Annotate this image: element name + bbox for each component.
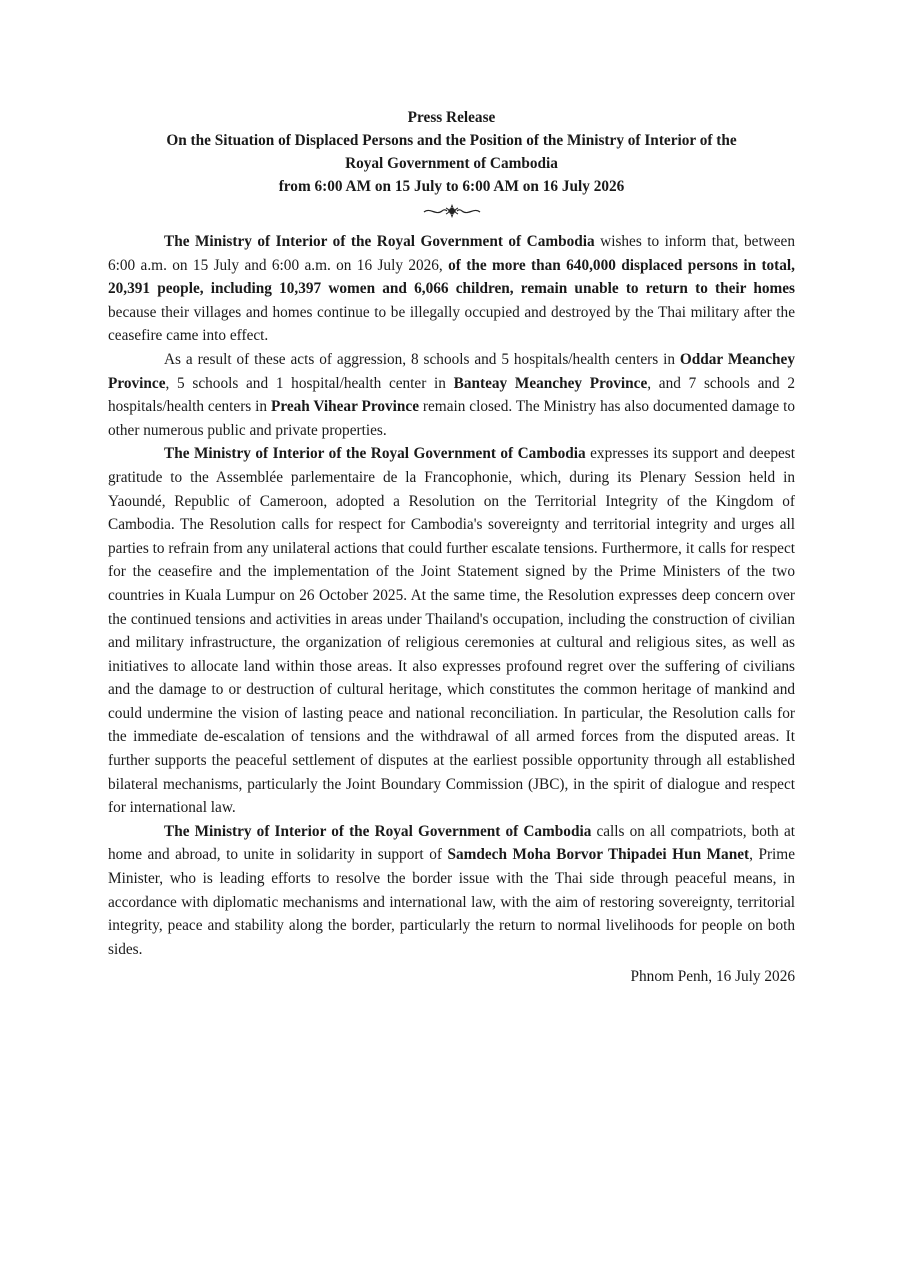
document-heading: [108, 106, 795, 198]
paragraph-text: As a result of these acts of aggression, 8 schools and 5 hospitals/health centers in: [164, 350, 680, 368]
province-oddar-meanchey: Oddar Meanchey Province: [108, 350, 795, 392]
press-release-page: [108, 106, 795, 989]
heading-line-period: from 6:00 AM on 15 July to 6:00 AM on 16 July 2026: [278, 178, 625, 195]
paragraph-text: expresses its support and deepest gratitude to the Assemblée parlementaire de la Francophonie, which, during its Plenary Session held in Yaoundé, Republic of Cameroon, adopted a Resolution on the Territorial Integrity of the Kingdom of Cambodia. The Resolution calls for respect for Cambodia's sovereignty and territorial integrity and urges all parties to refrain from any unilateral actions that could further escalate tensions. Furthermore, it calls for respect for the ceasefire and the implementation of the Joint Statement signed by the Prime Ministers of the two countries in Kuala Lumpur on 26 October 2025. At the same time, the Resolution expresses deep concern over the continued tensions and activities in areas under Thailand's occupation, including the construction of civilian and military infrastructure, the organization of religious ceremonies at cultural and religious sites, as well as initiatives to allocate land within those areas. It also expresses profound regret over the suffering of civilians and the damage to or destruction of cultural heritage, which constitutes the common heritage of mankind and could undermine the vision of lasting peace and national reconciliation. In particular, the Resolution calls for the immediate de-escalation of tensions and the withdrawal of all armed forces from the disputed areas. It further supports the peaceful settlement of disputes at the earliest possible opportunity through all established bilateral mechanisms, particularly the Joint Boundary Commission (JBC), in the spirit of dialogue and respect for international law.: [108, 445, 795, 817]
displaced-figures: of the more than 640,000 displaced persons in total, 20,391 people, including 10,397 women and 6,066 children, remain unable to return to their homes: [108, 256, 795, 298]
place-and-date: Phnom Penh, 16 July 2026: [630, 968, 795, 986]
paragraph-text: because their villages and homes continue to be illegally occupied and destroyed by the Thai military after the ceasefire came into effect.: [108, 303, 795, 345]
paragraph-francophonie-resolution: [108, 442, 795, 820]
paragraph-text: , and 7 schools and 2 hospitals/health centers in: [108, 374, 796, 416]
floral-divider-icon: [422, 204, 482, 218]
prime-minister-name: Samdech Moha Borvor Thipadei Hun Manet: [447, 846, 750, 864]
province-preah-vihear: Preah Vihear Province: [270, 398, 419, 416]
paragraph-text: calls on all compatriots, both at home and abroad, to unite in solidarity in support of: [108, 822, 795, 864]
ministry-name: The Ministry of Interior of the Royal Government of Cambodia: [164, 445, 586, 463]
paragraph-text: remain closed. The Ministry has also documented damage to other numerous public and private properties.: [108, 398, 796, 439]
province-banteay-meanchey: Banteay Meanchey Province: [453, 374, 648, 392]
paragraph-closed-facilities: [108, 348, 795, 442]
paragraph-text: wishes to inform that, between 6:00 a.m. on 15 July and 6:00 a.m. on 16 July 2026,: [108, 233, 795, 274]
heading-line-government: Royal Government of Cambodia: [345, 155, 558, 172]
heading-line-title: On the Situation of Displaced Persons and the Position of the Ministry of Interior of the: [166, 132, 737, 149]
ministry-name: The Ministry of Interior of the Royal Government of Cambodia: [164, 822, 592, 840]
paragraph-call-for-solidarity: [108, 820, 795, 962]
paragraph-displaced-persons: [108, 230, 795, 348]
heading-line-press-release: Press Release: [407, 109, 496, 126]
ministry-name: The Ministry of Interior of the Royal Government of Cambodia: [164, 233, 595, 250]
paragraph-text: , 5 schools and 1 hospital/health center in: [165, 374, 454, 392]
paragraph-text: , Prime Minister, who is leading efforts to resolve the border issue with the Thai side through peaceful means, in accordance with diplomatic mechanisms and international law, with the aim of restoring sovereignty, territorial integrity, peace and stability along the border, particularly the return to normal livelihoods for people on both sides.: [108, 846, 795, 958]
